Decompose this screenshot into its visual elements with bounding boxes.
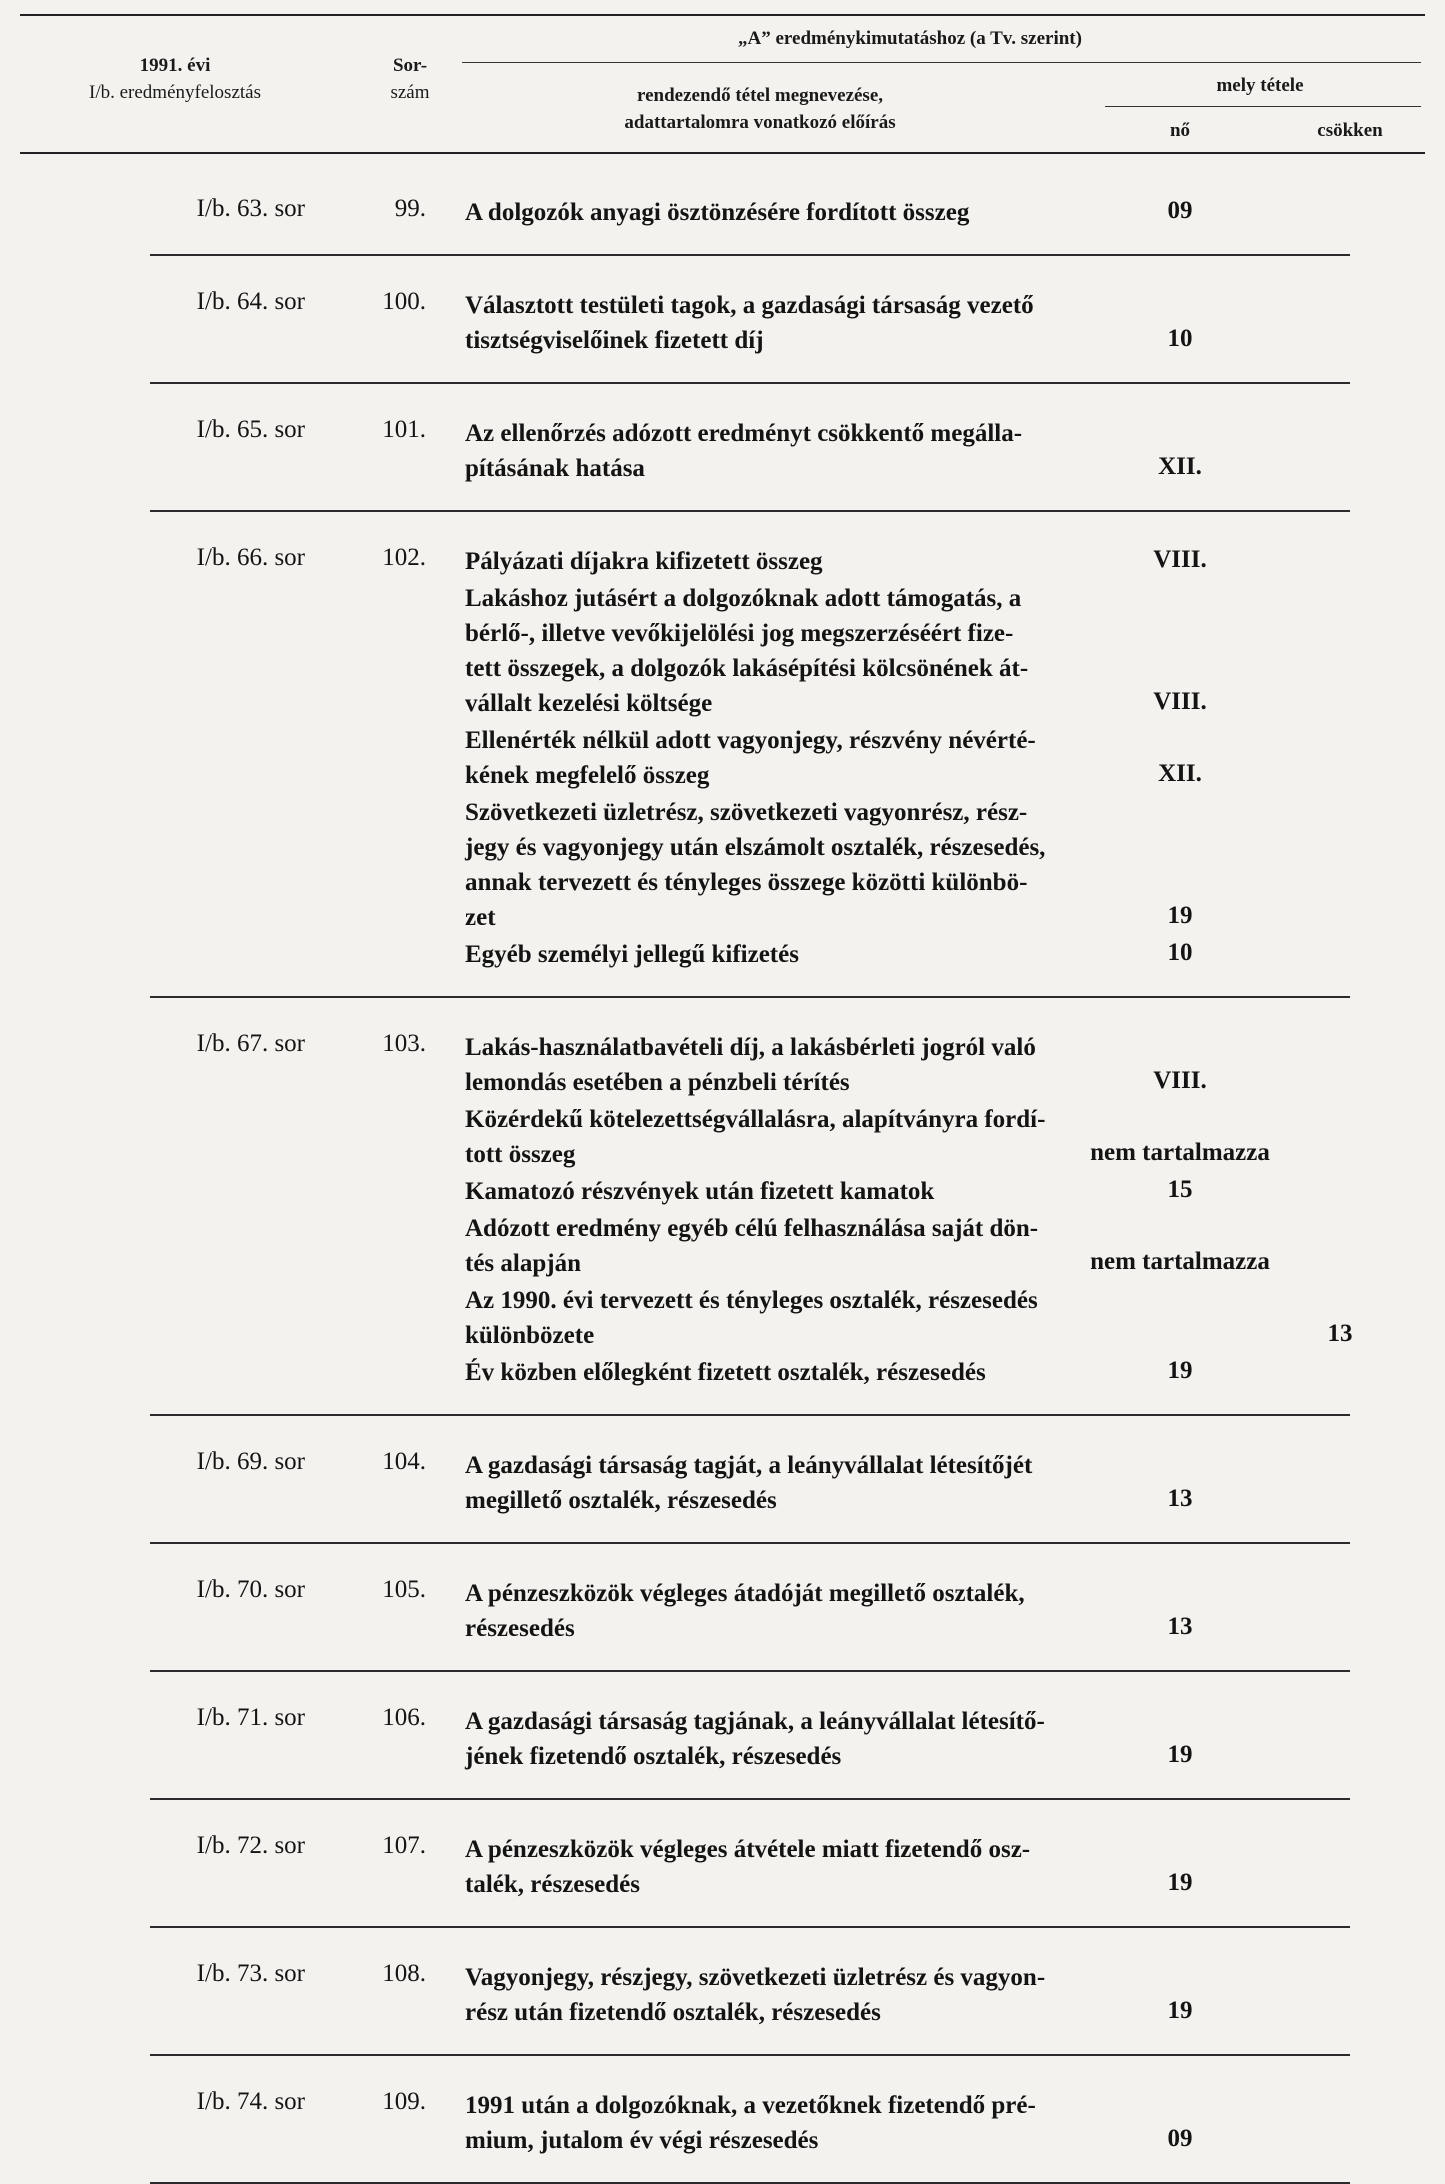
row-sor-label: I/b. 64. sor — [196, 288, 305, 315]
item-no-value: VIII. — [1153, 1067, 1207, 1094]
row-separator — [150, 510, 1350, 512]
item-description-line: lemondás esetében a pénzbeli térítés — [465, 1069, 850, 1096]
item-description-line: Kamatozó részvények után fizetett kamatok — [465, 1178, 935, 1205]
item-description-line: tott összeg — [465, 1141, 576, 1168]
row-number: 109. — [382, 2088, 426, 2115]
item-no-value: 10 — [1167, 325, 1193, 352]
row-separator — [150, 1670, 1350, 1672]
header-col3 — [480, 82, 1040, 136]
item-no-value: 10 — [1167, 939, 1193, 966]
item-description — [465, 288, 1105, 358]
item-description-line: jének fizetendő osztalék, részesedés — [465, 1743, 842, 1770]
item-description — [465, 195, 1105, 230]
header-col1 — [40, 52, 310, 106]
item-description-line: 1991 után a dolgozóknak, a vezetőknek fizetendő pré- — [465, 2092, 1036, 2119]
item-description-line: vállalt kezelési költsége — [465, 690, 713, 717]
item-no-value: VIII. — [1153, 688, 1207, 715]
item-description-line: Egyéb személyi jellegű kifizetés — [465, 941, 799, 968]
item-description-line: A pénzeszközök végleges átadóját megillető osztalék, — [465, 1580, 1025, 1607]
item-description — [465, 581, 1105, 721]
item-description — [465, 795, 1105, 935]
item-csokken-value: 13 — [1327, 1320, 1353, 1347]
item-description-line: A pénzeszközök végleges átvétele miatt fizetendő osz- — [465, 1836, 1031, 1863]
item-description — [465, 1704, 1105, 1774]
item-description — [465, 1355, 1105, 1390]
row-number: 103. — [382, 1030, 426, 1057]
item-description-line: Év közben előlegként fizetett osztalék, részesedés — [465, 1359, 986, 1386]
item-description — [465, 1283, 1105, 1353]
item-description-line: Ellenérték nélkül adott vagyonjegy, részvény névérté- — [465, 727, 1036, 754]
header-col4-sub2: csökken — [1317, 120, 1383, 141]
item-description-line: A gazdasági társaság tagjának, a leányvállalat létesítő- — [465, 1708, 1045, 1735]
header-col4-sub1: nő — [1169, 120, 1191, 141]
header-col1-line2: I/b. eredményfelosztás — [89, 82, 261, 103]
row-separator — [150, 2054, 1350, 2056]
item-description — [465, 1030, 1105, 1100]
item-description — [465, 1960, 1105, 2030]
row-sor-label: I/b. 74. sor — [196, 2088, 305, 2115]
item-description-line: zet — [465, 904, 496, 931]
row-sor-label: I/b. 63. sor — [196, 195, 305, 222]
item-description-line: talék, részesedés — [465, 1871, 640, 1898]
item-description-line: tés alapján — [465, 1250, 581, 1277]
row-sor-label: I/b. 69. sor — [196, 1448, 305, 1475]
item-description-line: mium, jutalom év végi részesedés — [465, 2127, 819, 2154]
row-separator — [150, 996, 1350, 998]
item-description — [465, 1576, 1105, 1646]
row-number: 101. — [382, 416, 426, 443]
row-number: 99. — [394, 195, 426, 222]
row-separator — [150, 1414, 1350, 1416]
row-sor-label: I/b. 65. sor — [196, 416, 305, 443]
item-description-line: különbözete — [465, 1322, 595, 1349]
item-description-line: Vagyonjegy, részjegy, szövetkezeti üzletrész és vagyon- — [465, 1964, 1046, 1991]
item-description — [465, 1211, 1105, 1281]
item-no-value: VIII. — [1153, 546, 1207, 573]
item-description-line: tett összegek, a dolgozók lakásépítési kölcsönének át- — [465, 655, 1029, 682]
row-separator — [150, 382, 1350, 384]
item-description — [465, 1448, 1105, 1518]
header-title-rule — [462, 62, 1421, 63]
item-no-value: 19 — [1167, 902, 1193, 929]
header-col4-title: mely tétele — [1216, 75, 1304, 96]
item-description — [465, 1832, 1105, 1902]
row-number: 100. — [382, 288, 426, 315]
row-sor-label: I/b. 71. sor — [196, 1704, 305, 1731]
row-separator — [150, 254, 1350, 256]
item-description-line: tisztségviselőinek fizetett díj — [465, 327, 764, 354]
row-number: 105. — [382, 1576, 426, 1603]
header-col3-line1: rendezendő tétel megnevezése, — [636, 85, 884, 106]
item-no-value: XII. — [1158, 453, 1202, 480]
item-description-line: Adózott eredmény egyéb célú felhasználása saját dön- — [465, 1215, 1039, 1242]
item-description-line: rész után fizetendő osztalék, részesedés — [465, 1999, 881, 2026]
item-description — [465, 416, 1105, 486]
header-col2-line2: szám — [390, 82, 430, 103]
header-bottom-rule — [20, 152, 1425, 154]
header-col2-line1: Sor- — [392, 55, 428, 76]
item-no-value: 09 — [1167, 197, 1193, 224]
row-number: 107. — [382, 1832, 426, 1859]
row-number: 108. — [382, 1960, 426, 1987]
item-no-value: 19 — [1167, 1741, 1193, 1768]
item-description-line: pításának hatása — [465, 455, 645, 482]
row-separator — [150, 1798, 1350, 1800]
item-no-value: 13 — [1167, 1485, 1193, 1512]
item-description-line: kének megfelelő összeg — [465, 762, 710, 789]
item-no-value: 13 — [1167, 1613, 1193, 1640]
item-description-line: Közérdekű kötelezettségvállalásra, alapítványra fordí- — [465, 1106, 1046, 1133]
item-description-line: megillető osztalék, részesedés — [465, 1487, 777, 1514]
item-description — [465, 937, 1105, 972]
row-number: 106. — [382, 1704, 426, 1731]
header-col1-line1: 1991. évi — [139, 55, 211, 76]
item-no-value: 09 — [1167, 2125, 1193, 2152]
row-separator — [150, 1926, 1350, 1928]
item-no-value: nem tartalmazza — [1090, 1139, 1270, 1166]
item-description-line: Lakáshoz jutásért a dolgozóknak adott támogatás, a — [465, 585, 1022, 612]
item-description-line: jegy és vagyonjegy után elszámolt osztalék, részesedés, — [465, 834, 1046, 861]
header-top-title: „A” eredménykimutatáshoz (a Tv. szerint) — [738, 28, 1082, 49]
row-separator — [150, 1542, 1350, 1544]
row-sor-label: I/b. 72. sor — [196, 1832, 305, 1859]
row-number: 104. — [382, 1448, 426, 1475]
item-no-value: 15 — [1167, 1176, 1193, 1203]
item-description-line: Az 1990. évi tervezett és tényleges osztalék, részesedés — [465, 1287, 1038, 1314]
header-col2 — [360, 52, 460, 106]
item-description-line: Pályázati díjakra kifizetett összeg — [465, 548, 823, 575]
item-description — [465, 723, 1105, 793]
item-description-line: részesedés — [465, 1615, 575, 1642]
item-description-line: A gazdasági társaság tagját, a leányvállalat létesítőjét — [465, 1452, 1033, 1479]
header-col3-line2: adattartalomra vonatkozó előírás — [624, 112, 896, 133]
row-number: 102. — [382, 544, 426, 571]
item-no-value: 19 — [1167, 1997, 1193, 2024]
item-description-line: bérlő-, illetve vevőkijelölési jog megszerzéséért fize- — [465, 620, 1014, 647]
header-mely-rule — [1105, 106, 1421, 107]
row-sor-label: I/b. 70. sor — [196, 1576, 305, 1603]
item-description — [465, 544, 1105, 579]
item-description-line: Szövetkezeti üzletrész, szövetkezeti vagyonrész, rész- — [465, 799, 1028, 826]
item-description — [465, 1174, 1105, 1209]
item-no-value: 19 — [1167, 1869, 1193, 1896]
item-no-value: nem tartalmazza — [1090, 1248, 1270, 1275]
item-description-line: Lakás-használatbavételi díj, a lakásbérleti jogról való — [465, 1034, 1036, 1061]
item-description — [465, 1102, 1105, 1172]
item-description-line: A dolgozók anyagi ösztönzésére fordított összeg — [465, 199, 970, 226]
item-no-value: XII. — [1158, 760, 1202, 787]
row-sor-label: I/b. 67. sor — [196, 1030, 305, 1057]
item-description-line: annak tervezett és tényleges összege közötti különbö- — [465, 869, 1028, 896]
header-top-rule — [20, 14, 1425, 16]
item-no-value: 19 — [1167, 1357, 1193, 1384]
item-description — [465, 2088, 1105, 2158]
row-sor-label: I/b. 66. sor — [196, 544, 305, 571]
item-description-line: Az ellenőrzés adózott eredményt csökkentő megálla- — [465, 420, 1023, 447]
item-description-line: Választott testületi tagok, a gazdasági társaság vezető — [465, 292, 1034, 319]
row-sor-label: I/b. 73. sor — [196, 1960, 305, 1987]
